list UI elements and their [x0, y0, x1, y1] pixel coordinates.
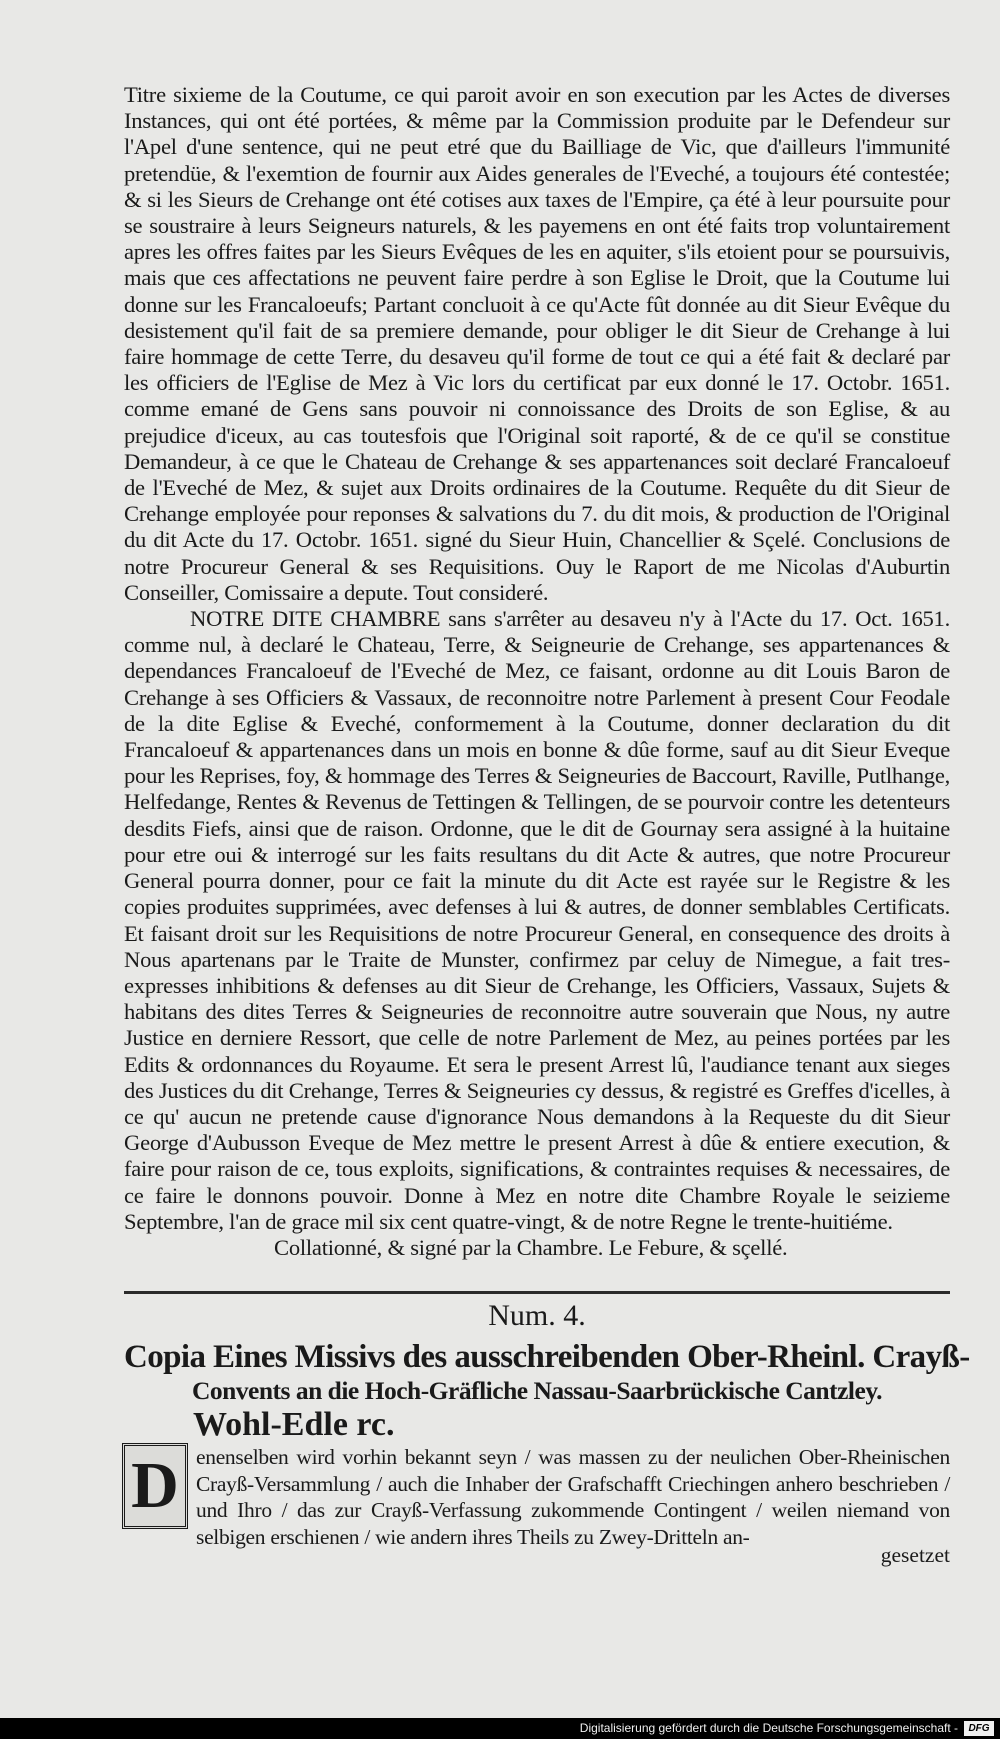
dfg-logo: DFG	[964, 1721, 994, 1736]
drop-initial: D	[122, 1443, 188, 1529]
heading-line-2: Convents an die Hoch-Gräfliche Nassau-Saarbrückische Cantzley.	[191, 1376, 883, 1405]
german-paragraph: enenselben wird vorhin bekannt seyn / was massen zu der neulichen Ober-Rheinischen Crayß-Versammlung / auch die Inhaber der Grafschafft Criechingen anhero beschrieben / und Ihro / das zur Crayß-Verfassung zukommende Contingent / weilen niemand von selbigen erschienen / wie andern ihres Theils zu Zwey-Dritteln an-	[196, 1445, 950, 1549]
signature-line: Collationné, & signé par la Chambre. Le Febure, & sçellé.	[274, 1234, 788, 1260]
section-divider	[124, 1291, 950, 1294]
section-number: Num. 4.	[488, 1299, 586, 1332]
german-text-block	[196, 1444, 950, 1550]
french-text-block	[124, 82, 950, 1261]
heading-line-1: Copia Eines Missivs des ausschreibenden Ober-Rheinl. Crayß-	[124, 1339, 970, 1375]
french-paragraph-2: NOTRE DITE CHAMBRE sans s'arrêter au desaveu n'y à l'Acte du 17. Oct. 1651. comme nul, à declaré le Chateau, Terre, & Seigneurie de Crehange, ses appartenances & dependances Francaloeuf de l'Eveché de Mez, ce faisant, ordonne au dit Louis Baron de Crehange à ses Officiers & Vassaux, de reconnoitre notre Parlement à present Cour Feodale de la dite Eglise & Eveché, conformement à la Coutume, donner declaration du dit Francaloeuf & appartenances dans un mois en bonne & dûe forme, sauf au dit Sieur Eveque pour les Reprises, foy, & hommage des Terres & Seigneuries de Baccourt, Raville, Putlhange, Helfedange, Rentes & Revenus de Tettingen & Tellingen, de se pourvoir contre les detenteurs desdits Fiefs, ainsi que de raison. Ordonne, que le dit de Gournay sera assigné à la huitaine pour etre oui & interrogé sur les faits resultans du dit Acte & autres, que notre Procureur General pourra donner, pour ce fait la minute du dit Acte est rayée sur le Registre & les copies produites supprimées, avec defenses à lui & autres, de donner semblables Certificats. Et faisant droit sur les Requisitions de notre Procureur General, en consequence des droits à Nous apartenans par le Traite de Munster, confirmez par celuy de Nimegue, a fait tres-expresses inhibitions & defenses au dit Sieur de Crehange, les Officiers, Vassaux, Sujets & habitans des dites Terres & Seigneuries de reconnoitre autre souverain que Nous, ny autre Justice en derniere Ressort, que celle de notre Parlement de Mez, au peines portées par les Edits & ordonnances du Royaume. Et sera le present Arrest lû, l'audiance tenant aux sieges des Justices du dit Crehange, Terres & Seigneuries cy dessus, & registré es Greffes d'icelles, à ce qu' aucun ne pretende cause d'ignorance Nous demandons à la Requeste du dit Sieur George d'Aubusson Eveque de Mez mettre le present Arrest à dûe & entiere execution, & faire pour raison de ce, tous exploits, significations, & contraintes requises & necessaires, de ce faire le donnons pouvoir. Donne à Mez en notre dite Chambre Royale le seizieme Septembre, l'an de grace mil six cent quatre-vingt, & de notre Regne le trente-huitiéme.	[124, 606, 950, 1234]
footer-credit: Digitalisierung gefördert durch die Deutsche Forschungsgemeinschaft -	[579, 1721, 958, 1735]
salutation: Wohl-Edle rc.	[193, 1406, 395, 1443]
footer-bar	[0, 1718, 1000, 1739]
catchword: gesetzet	[880, 1543, 950, 1567]
french-paragraph-1: Titre sixieme de la Coutume, ce qui paroit avoir en son execution par les Actes de diverses Instances, qui ont été portées, & même par la Commission produite par le Defendeur sur l'Apel d'une sentence, qui ne peut etré que du Bailliage de Vic, que d'ailleurs l'immunité pretendüe, & l'exemtion de fournir aux Aides generales de l'Eveché, a toujours été contestée; & si les Sieurs de Crehange ont été cotises aux taxes de l'Empire, ça été à leur poursuite pour se soustraire à leurs Seigneurs naturels, & les payemens en ont été faits trop voluntairement apres les offres faites par les Sieurs Evêques de les en aquiter, s'ils etoient pour se poursuivis, mais que ces affectations ne peuvent faire perdre à son Eglise le Droit, que la Coutume lui donne sur les Francaloeufs; Partant concluoit à ce qu'Acte fût donnée au dit Sieur Evêque du desistement qu'il fait de sa premiere demande, pour obliger le dit Sieur de Crehange à lui faire hommage de cette Terre, du desaveu qu'il forme de tout ce qui a été fait & declaré par les officiers de l'Eglise de Mez à Vic lors du certificat par eux donné le 17. Octobr. 1651. comme emané de Gens sans pouvoir ni connoissance des Droits de son Eglise, & au prejudice d'iceux, au cas toutesfois que l'Original soit raporté, & de ce qu'il se constitue Demandeur, à ce que le Chateau de Crehange & ses appartenances soit declaré Francaloeuf de l'Eveché de Mez, & sujet aux Droits ordinaires de la Coutume. Requête du dit Sieur de Crehange employée pour reponses & salvations du 7. du dit mois, & production de l'Original du dit Acte du 17. Octobr. 1651. signé du Sieur Huin, Chancellier & Sçelé. Conclusions de notre Procureur General & ses Requisitions. Ouy le Raport de me Nicolas d'Auburtin Conseiller, Comissaire a depute. Tout consideré.	[124, 82, 950, 605]
